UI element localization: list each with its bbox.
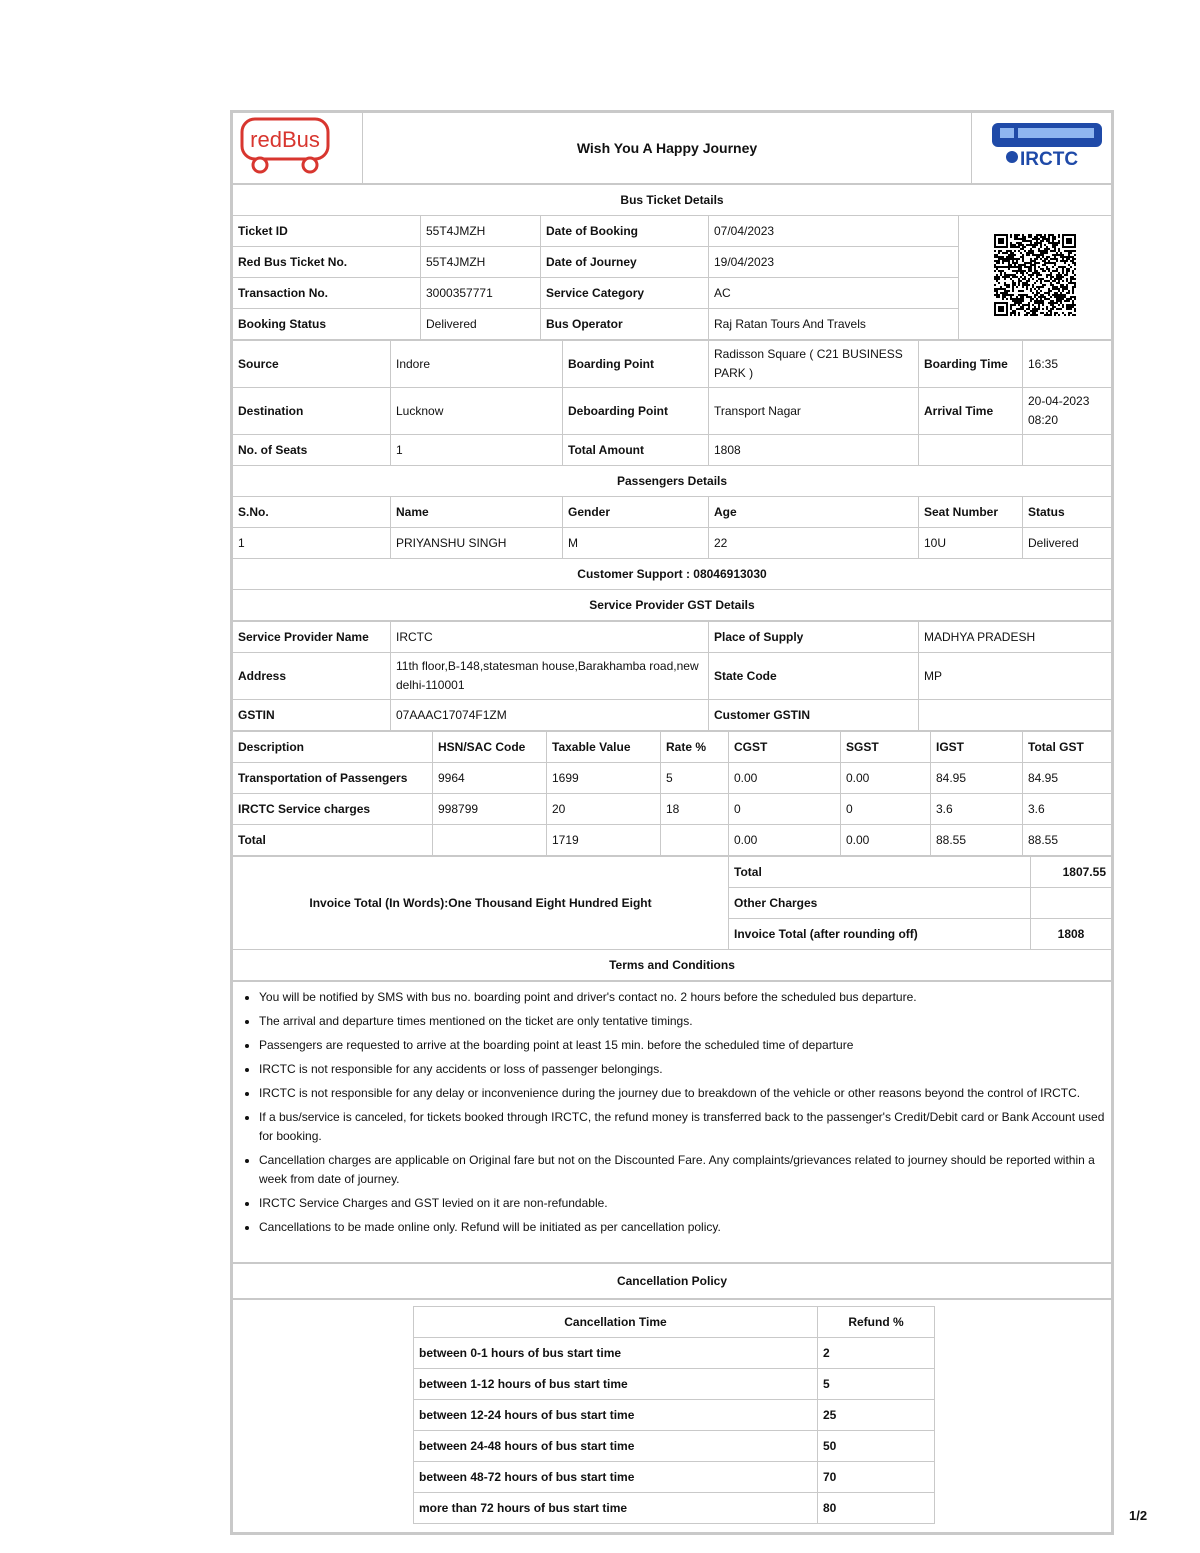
term-item: • The arrival and departure times mentioned on the ticket are only tentative timings. [259, 1012, 1105, 1031]
passenger-sno: 1 [233, 528, 391, 559]
passenger-header: Gender [563, 497, 709, 528]
gstin-label: GSTIN [233, 700, 391, 731]
invoice-header: Description [233, 732, 433, 763]
boarding-point-label: Boarding Point [563, 341, 709, 388]
term-item: • IRCTC is not responsible for any accidents or loss of passenger belongings. [259, 1060, 1105, 1079]
provider-value: IRCTC [391, 622, 709, 653]
passenger-name: PRIYANSHU SINGH [391, 528, 563, 559]
cancellation-time: between 24-48 hours of bus start time [414, 1431, 818, 1462]
refund-percent: 5 [818, 1369, 935, 1400]
transaction-label: Transaction No. [233, 278, 421, 309]
invoice-cell: 9964 [433, 763, 547, 794]
invoice-cell: 0.00 [729, 763, 841, 794]
terms-list [239, 988, 1105, 1237]
other-charges-value [1031, 888, 1112, 919]
invoice-cell: 18 [661, 794, 729, 825]
passenger-seat: 10U [919, 528, 1023, 559]
cancellation-section-title: Cancellation Policy [233, 1264, 1112, 1299]
cancellation-table [413, 1306, 935, 1524]
operator-label: Bus Operator [541, 309, 709, 340]
terms-list-container [232, 981, 1112, 1263]
boarding-time-value: 16:35 [1023, 341, 1112, 388]
refund-percent: 50 [818, 1431, 935, 1462]
journey-date-label: Date of Journey [541, 247, 709, 278]
cancellation-time: between 1-12 hours of bus start time [414, 1369, 818, 1400]
invoice-cell [433, 825, 547, 856]
term-item: • If a bus/service is canceled, for tickets booked through IRCTC, the refund money is transferred back to the passenger's Credit/Debit card or Bank Account used for booking. [259, 1108, 1105, 1146]
irctc-logo-text: IRCTC [1020, 149, 1079, 170]
refund-percent: 2 [818, 1338, 935, 1369]
invoice-cell: 88.55 [931, 825, 1023, 856]
other-charges-label: Other Charges [729, 888, 1031, 919]
ticket-section-title: Bus Ticket Details [233, 185, 1112, 216]
booking-date-value: 07/04/2023 [709, 216, 959, 247]
address-label: Address [233, 653, 391, 700]
total-amount-value: 1808 [709, 435, 919, 466]
invoice-cell: 5 [661, 763, 729, 794]
invoice-summary-table [232, 856, 1112, 981]
deboarding-point-label: Deboarding Point [563, 388, 709, 435]
booking-status-label: Booking Status [233, 309, 421, 340]
customer-gstin-label: Customer GSTIN [709, 700, 919, 731]
invoice-cell: 3.6 [1023, 794, 1112, 825]
term-item: • Passengers are requested to arrive at the boarding point at least 15 min. before the scheduled time of departure [259, 1036, 1105, 1055]
invoice-cell [661, 825, 729, 856]
gstin-value: 07AAAC17074F1ZM [391, 700, 709, 731]
invoice-cell: 0 [841, 794, 931, 825]
invoice-cell: 84.95 [1023, 763, 1112, 794]
cancellation-row [414, 1400, 935, 1431]
refund-percent: 25 [818, 1400, 935, 1431]
passengers-section-title: Passengers Details [233, 466, 1112, 497]
cancellation-time: between 0-1 hours of bus start time [414, 1338, 818, 1369]
supply-value: MADHYA PRADESH [919, 622, 1112, 653]
journey-date-value: 19/04/2023 [709, 247, 959, 278]
term-item: • Cancellations to be made online only. Refund will be initiated as per cancellation policy. [259, 1218, 1105, 1237]
journey-table [232, 340, 1112, 621]
summary-total-label: Total [729, 857, 1031, 888]
passenger-header: Name [391, 497, 563, 528]
transaction-value: 3000357771 [421, 278, 541, 309]
arrival-time-label: Arrival Time [919, 388, 1023, 435]
passenger-row [233, 528, 1112, 559]
page-number: 1/2 [1129, 1508, 1148, 1523]
irctc-logo [972, 113, 1112, 184]
invoice-cell: 84.95 [931, 763, 1023, 794]
invoice-cell: 1719 [547, 825, 661, 856]
category-label: Service Category [541, 278, 709, 309]
booking-date-label: Date of Booking [541, 216, 709, 247]
redbus-logo-icon [238, 115, 334, 175]
ticket-document [230, 110, 1114, 1535]
cancellation-row [414, 1369, 935, 1400]
redbus-no-value: 55T4JMZH [421, 247, 541, 278]
boarding-point-value: Radisson Square ( C21 BUSINESS PARK ) [709, 341, 919, 388]
source-value: Indore [391, 341, 563, 388]
ticket-id-value: 55T4JMZH [421, 216, 541, 247]
invoice-header: Taxable Value [547, 732, 661, 763]
invoice-cell: Transportation of Passengers [233, 763, 433, 794]
invoice-row [233, 763, 1112, 794]
invoice-header: Rate % [661, 732, 729, 763]
term-item: • You will be notified by SMS with bus no. boarding point and driver's contact no. 2 hours before the scheduled bus departure. [259, 988, 1105, 1007]
invoice-cell: 0 [729, 794, 841, 825]
invoice-cell: 1699 [547, 763, 661, 794]
invoice-table [232, 731, 1112, 856]
term-item: • IRCTC is not responsible for any delay or inconvenience during the journey due to breakdown of the vehicle or other reasons beyond the control of IRCTC. [259, 1084, 1105, 1103]
greeting-text: Wish You A Happy Journey [363, 113, 972, 184]
address-value: 11th floor,B-148,statesman house,Barakhamba road,new delhi-110001 [391, 653, 709, 700]
destination-label: Destination [233, 388, 391, 435]
cancellation-row [414, 1462, 935, 1493]
passenger-header: Seat Number [919, 497, 1023, 528]
invoice-cell: Total [233, 825, 433, 856]
gst-section-title: Service Provider GST Details [233, 590, 1112, 621]
invoice-cell: 0.00 [841, 825, 931, 856]
cancellation-time: between 12-24 hours of bus start time [414, 1400, 818, 1431]
invoice-row [233, 794, 1112, 825]
invoice-cell: 3.6 [931, 794, 1023, 825]
passenger-header: S.No. [233, 497, 391, 528]
term-item: • IRCTC Service Charges and GST levied on it are non-refundable. [259, 1194, 1105, 1213]
state-code-label: State Code [709, 653, 919, 700]
deboarding-point-value: Transport Nagar [709, 388, 919, 435]
supply-label: Place of Supply [709, 622, 919, 653]
cancellation-time: more than 72 hours of bus start time [414, 1493, 818, 1524]
ticket-id-label: Ticket ID [233, 216, 421, 247]
invoice-cell: 20 [547, 794, 661, 825]
invoice-cell: 88.55 [1023, 825, 1112, 856]
passenger-header: Status [1023, 497, 1112, 528]
invoice-cell: 0.00 [729, 825, 841, 856]
invoice-total-row [233, 825, 1112, 856]
customer-support: Customer Support : 08046913030 [233, 559, 1112, 590]
cancellation-header: Refund % [818, 1307, 935, 1338]
qr-code [959, 216, 1112, 340]
ticket-details-table [232, 184, 1112, 340]
invoice-header: HSN/SAC Code [433, 732, 547, 763]
refund-percent: 80 [818, 1493, 935, 1524]
state-code-value: MP [919, 653, 1112, 700]
refund-percent: 70 [818, 1462, 935, 1493]
destination-value: Lucknow [391, 388, 563, 435]
terms-section-title: Terms and Conditions [233, 950, 1112, 981]
cancellation-row [414, 1493, 935, 1524]
passenger-status: Delivered [1023, 528, 1112, 559]
cancellation-policy [232, 1299, 1112, 1533]
cancellation-header: Cancellation Time [414, 1307, 818, 1338]
invoice-header: IGST [931, 732, 1023, 763]
term-item: • Cancellation charges are applicable on Original fare but not on the Discounted Fare. Any complaints/grievances related to journey should be reported within a week from date of journey. [259, 1151, 1105, 1189]
invoice-header: CGST [729, 732, 841, 763]
invoice-cell: IRCTC Service charges [233, 794, 433, 825]
cancellation-time: between 48-72 hours of bus start time [414, 1462, 818, 1493]
invoice-cell: 0.00 [841, 763, 931, 794]
boarding-time-label: Boarding Time [919, 341, 1023, 388]
booking-status-value: Delivered [421, 309, 541, 340]
summary-total-value: 1807.55 [1031, 857, 1112, 888]
passenger-age: 22 [709, 528, 919, 559]
header-table [232, 112, 1112, 184]
total-amount-label: Total Amount [563, 435, 709, 466]
category-value: AC [709, 278, 959, 309]
operator-value: Raj Ratan Tours And Travels [709, 309, 959, 340]
passenger-gender: M [563, 528, 709, 559]
passenger-header: Age [709, 497, 919, 528]
invoice-cell: 998799 [433, 794, 547, 825]
redbus-no-label: Red Bus Ticket No. [233, 247, 421, 278]
invoice-total-words: Invoice Total (In Words):One Thousand Eight Hundred Eight [233, 857, 729, 950]
qr-code-icon [994, 234, 1076, 316]
invoice-header: SGST [841, 732, 931, 763]
invoice-header: Total GST [1023, 732, 1112, 763]
rounded-total-value: 1808 [1031, 919, 1112, 950]
seats-label: No. of Seats [233, 435, 391, 466]
rounded-total-label: Invoice Total (after rounding off) [729, 919, 1031, 950]
provider-label: Service Provider Name [233, 622, 391, 653]
seats-value: 1 [391, 435, 563, 466]
cancellation-row [414, 1338, 935, 1369]
arrival-time-value: 20-04-2023 08:20 [1023, 388, 1112, 435]
redbus-logo-text: redBus [250, 127, 320, 152]
cancellation-title-table [232, 1263, 1112, 1299]
gst-table [232, 621, 1112, 731]
cancellation-row [414, 1431, 935, 1462]
redbus-logo [233, 113, 363, 184]
source-label: Source [233, 341, 391, 388]
customer-gstin-value [919, 700, 1112, 731]
irctc-bus-icon [988, 120, 1106, 170]
